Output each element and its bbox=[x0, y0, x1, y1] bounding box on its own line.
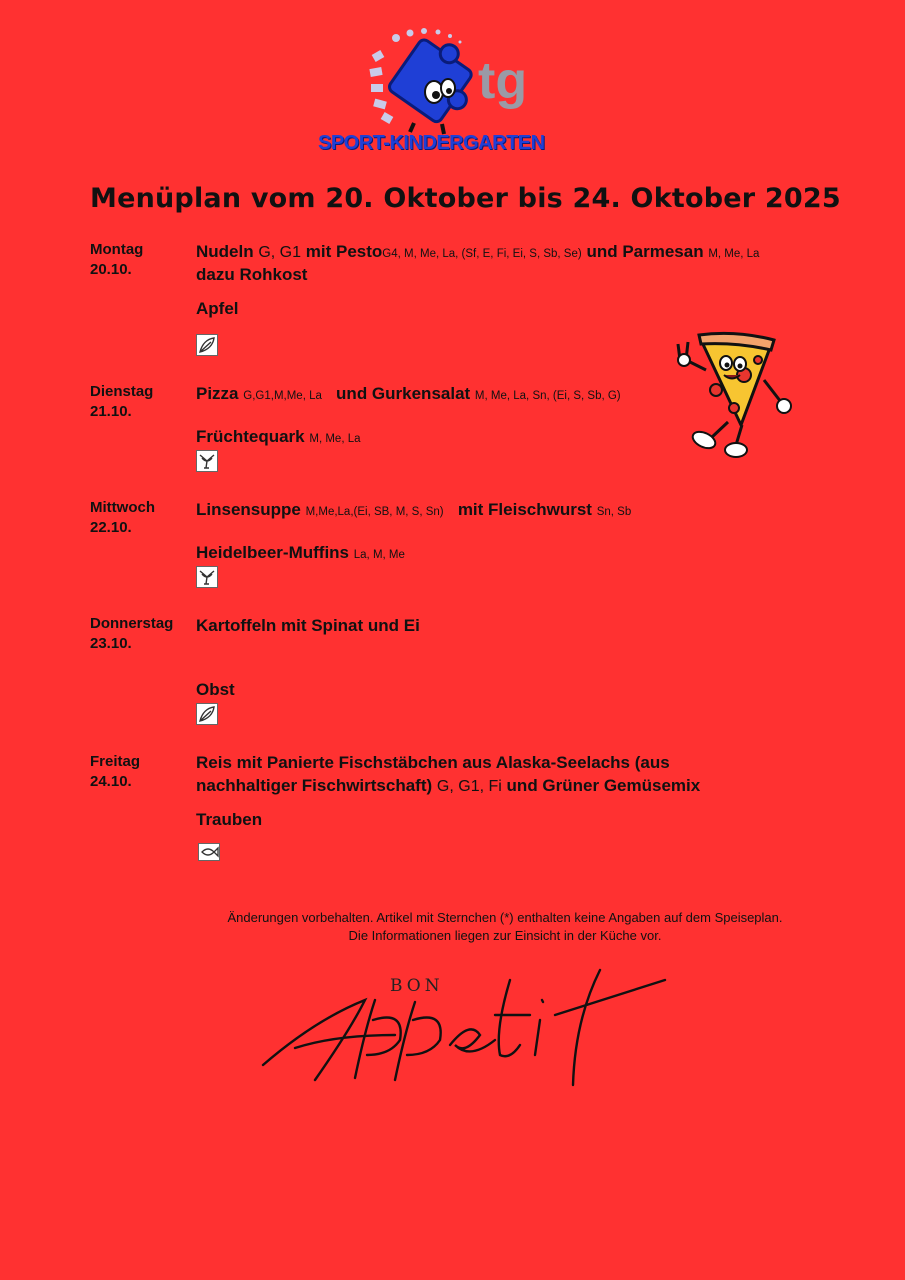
dish-name: Linsensuppe bbox=[196, 500, 301, 519]
dish-freitag-dessert: Trauben bbox=[196, 810, 263, 829]
bon-text: BON bbox=[390, 976, 444, 996]
kindergarten-logo bbox=[318, 28, 588, 158]
dish-montag-side: dazu Rohkost bbox=[196, 265, 308, 284]
page-title: Menüplan vom 20. Oktober bis 24. Oktober 2025 bbox=[90, 183, 841, 214]
day-name: Freitag bbox=[90, 753, 141, 770]
dish-name: Früchtequark bbox=[196, 427, 305, 446]
day-date: 21.10. bbox=[90, 403, 132, 420]
dish-name: Pizza bbox=[196, 384, 239, 403]
dish-donnerstag-main: Kartoffeln mit Spinat und Ei bbox=[196, 616, 420, 635]
day-date: 22.10. bbox=[90, 519, 132, 536]
allergen-codes: G,G1,M,Me, La bbox=[243, 390, 322, 402]
allergen-codes: Sn, Sb bbox=[596, 506, 632, 518]
day-date: 23.10. bbox=[90, 635, 132, 652]
dish-name: und Gurkensalat bbox=[336, 384, 471, 403]
leaf-icon bbox=[196, 703, 218, 725]
allergen-codes: M, Me, La bbox=[708, 248, 760, 260]
dish-name: mit Fleischwurst bbox=[457, 500, 592, 519]
disclaimer-note bbox=[150, 909, 860, 945]
allergen-codes: G, G1, Fi bbox=[436, 778, 502, 795]
chicken-icon bbox=[196, 450, 218, 472]
allergen-codes: G4, M, Me, La, (Sf, E, Fi, Ei, S, Sb, Se) bbox=[382, 248, 582, 260]
allergen-codes: G, G1 bbox=[258, 244, 302, 261]
dish-name: Nudeln bbox=[196, 242, 254, 261]
allergen-codes: M, Me, La bbox=[309, 433, 361, 445]
day-name: Montag bbox=[90, 241, 144, 258]
day-date: 24.10. bbox=[90, 773, 132, 790]
dish-mittwoch-dessert bbox=[196, 541, 816, 567]
day-label-montag bbox=[90, 240, 190, 280]
dish-name: und Grüner Gemüsemix bbox=[506, 776, 701, 795]
allergen-codes: M,Me,La,(Ei, SB, M, S, Sn) bbox=[305, 506, 444, 518]
dish-name: mit Pesto bbox=[305, 242, 383, 261]
allergen-codes: La, M, Me bbox=[353, 549, 405, 561]
day-name: Donnerstag bbox=[90, 615, 174, 632]
disclaimer-line-2: Die Informationen liegen zur Einsicht in der Küche vor. bbox=[348, 928, 662, 943]
dish-name: und Parmesan bbox=[586, 242, 704, 261]
leaf-icon bbox=[196, 334, 218, 356]
dish-freitag-main-line2 bbox=[196, 774, 816, 798]
day-label-mittwoch bbox=[90, 498, 190, 538]
disclaimer-line-1: Änderungen vorbehalten. Artikel mit Sternchen (*) enthalten keine Angaben auf dem Speiseplan. bbox=[227, 910, 783, 925]
day-label-freitag bbox=[90, 752, 190, 792]
dish-montag-dessert: Apfel bbox=[196, 299, 239, 318]
day-label-dienstag bbox=[90, 382, 190, 422]
puzzle-mascot-icon bbox=[318, 28, 588, 138]
day-label-donnerstag bbox=[90, 614, 190, 654]
dish-name: nachhaltiger Fischwirtschaft) bbox=[196, 776, 433, 795]
allergen-codes: M, Me, La, Sn, (Ei, S, Sb, G) bbox=[474, 390, 621, 402]
dish-mittwoch-main bbox=[196, 498, 816, 524]
day-date: 20.10. bbox=[90, 261, 132, 278]
brand-name: SPORT-KINDERGARTEN bbox=[318, 132, 545, 154]
day-name: Dienstag bbox=[90, 383, 154, 400]
fish-icon bbox=[198, 843, 220, 861]
dish-freitag-main-line1: Reis mit Panierte Fischstäbchen aus Alaska-Seelachs (aus bbox=[196, 753, 670, 772]
dish-donnerstag-dessert: Obst bbox=[196, 680, 235, 699]
pizza-mascot-illustration bbox=[666, 330, 801, 470]
appetit-script-lettering bbox=[255, 960, 675, 1105]
chicken-icon bbox=[196, 566, 218, 588]
dish-name: Heidelbeer-Muffins bbox=[196, 543, 350, 562]
day-name: Mittwoch bbox=[90, 499, 155, 516]
svg-text:tg: tg bbox=[478, 52, 528, 110]
